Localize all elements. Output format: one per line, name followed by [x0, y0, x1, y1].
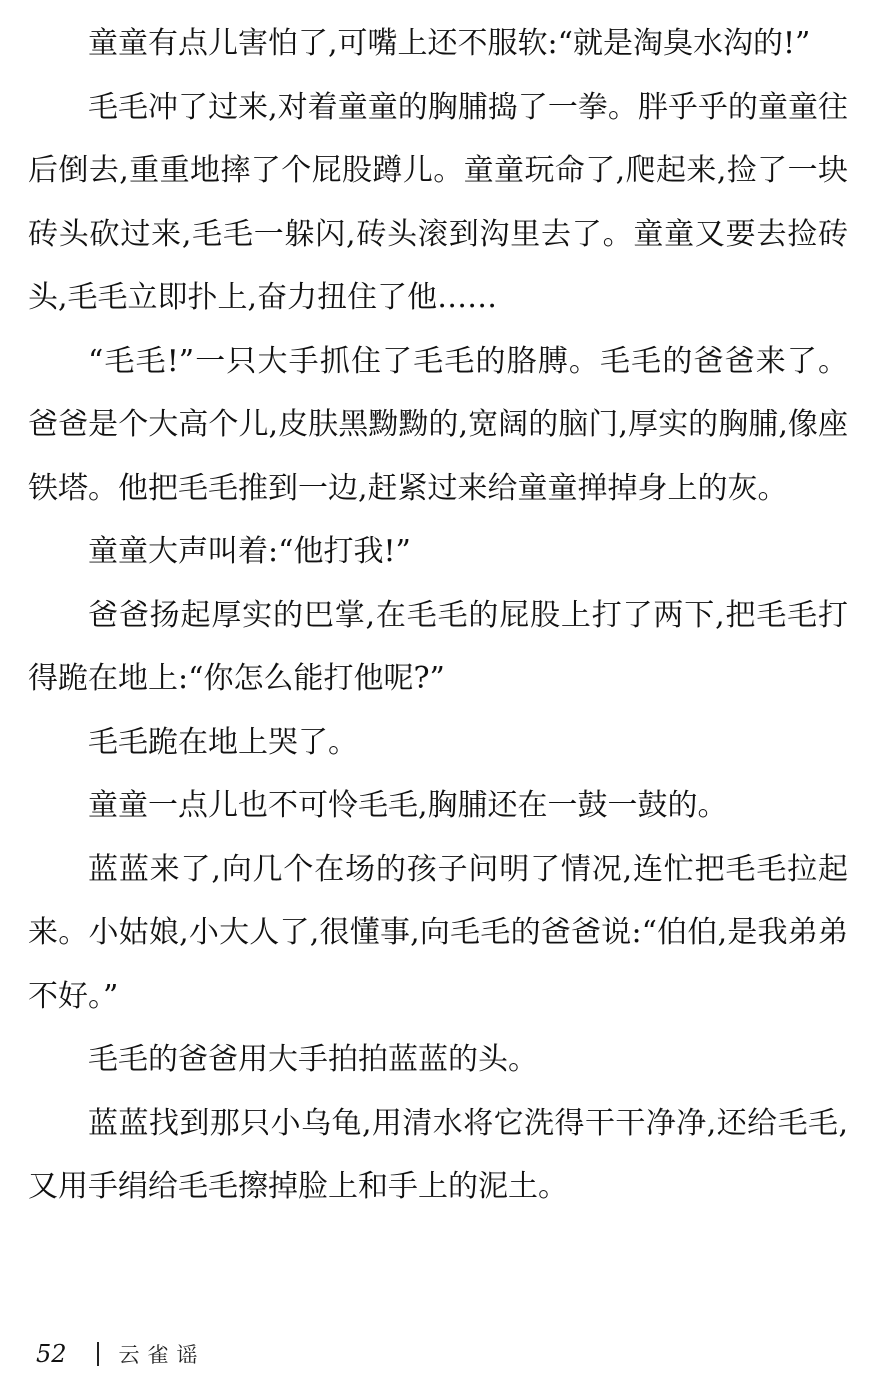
paragraph: 毛毛冲了过来,对着童童的胸脯捣了一拳。胖乎乎的童童往后倒去,重重地摔了个屁股蹲儿。童童玩命了,爬起来,捡了一块砖头砍过来,毛毛一躲闪,砖头滚到沟里去了。童童又要去捡砖头,毛毛立即扑上,奋力扭住了他……	[28, 89, 848, 315]
paragraph: 童童一点儿也不可怜毛毛,胸脯还在一鼓一鼓的。	[88, 788, 728, 823]
paragraph: 童童有点儿害怕了,可嘴上还不服软:“就是淘臭水沟的!”	[88, 26, 811, 61]
paragraph: 毛毛跪在地上哭了。	[88, 724, 358, 760]
paragraph: 爸爸扬起厚实的巴掌,在毛毛的屁股上打了两下,把毛毛打得跪在地上:“你怎么能打他呢?”	[28, 597, 848, 696]
paragraph: 毛毛的爸爸用大手拍拍蓝蓝的头。	[88, 1042, 538, 1077]
page-number: 52	[36, 1340, 67, 1368]
paragraph: 蓝蓝找到那只小乌龟,用清水将它洗得干干净净,还给毛毛,又用手绢给毛毛擦掉脸上和手上的泥土。	[28, 1105, 848, 1204]
paragraph: “毛毛!”一只大手抓住了毛毛的胳膊。毛毛的爸爸来了。爸爸是个大高个儿,皮肤黑黝黝的,宽阔的脑门,厚实的胸脯,像座铁塔。他把毛毛推到一边,赶紧过来给童童掸掉身上的灰。	[28, 343, 848, 506]
paragraph: 童童大声叫着:“他打我!”	[88, 534, 411, 569]
running-title: 云雀谣	[118, 1343, 206, 1367]
paragraph: 蓝蓝来了,向几个在场的孩子问明了情况,连忙把毛毛拉起来。小姑娘,小大人了,很懂事,向毛毛的爸爸说:“伯伯,是我弟弟不好。”	[28, 851, 848, 1014]
footer-divider	[97, 1342, 99, 1366]
page-footer	[36, 1334, 206, 1374]
body-text	[28, 12, 848, 1219]
